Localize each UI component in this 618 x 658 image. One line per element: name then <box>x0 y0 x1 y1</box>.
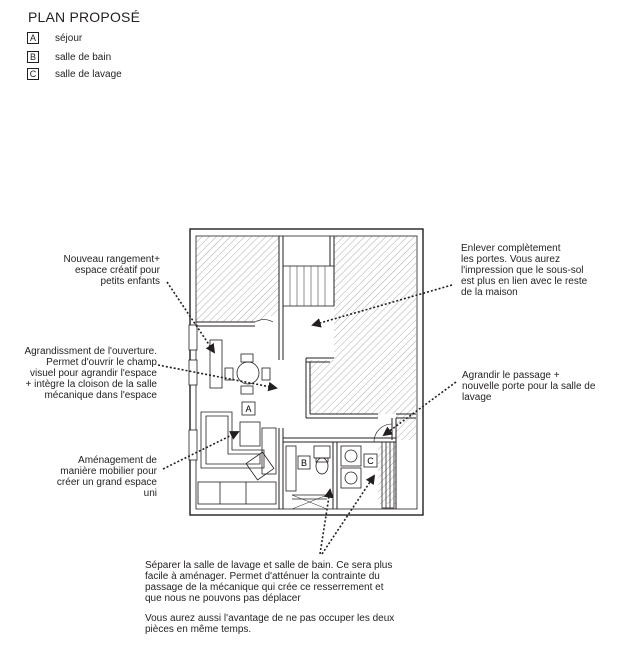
note-line: manière mobilier pour <box>60 466 157 477</box>
arrow-separate-bath <box>320 490 330 554</box>
note-storage <box>64 254 160 287</box>
note-line: visuel pour agrandir l'espace <box>30 368 157 379</box>
legend-key-b: B <box>27 51 39 63</box>
note-line: passage de la mécanique qui crée ce resserrement et <box>145 582 384 593</box>
note-line: + intègre la cloison de la salle <box>25 379 157 390</box>
note-line: petits enfants <box>100 276 160 287</box>
note-line: Agrandissment de l'ouverture. <box>24 346 157 357</box>
note-line: Vous aurez aussi l'avantage de ne pas occuper les deux <box>145 613 395 624</box>
note-furniture <box>57 455 157 499</box>
legend-key-a: A <box>27 32 39 44</box>
note-line: facile à aménager. Permet d'atténuer la contrainte du <box>145 571 380 582</box>
note-line: lavage <box>462 392 492 403</box>
legend-label-a: séjour <box>55 32 83 44</box>
living-room-furniture <box>198 340 276 504</box>
note-separate <box>145 560 392 604</box>
legend-label-b: salle de bain <box>55 51 112 63</box>
room-label-a: A <box>245 404 252 414</box>
note-line: Enlever complètement <box>461 243 561 254</box>
note-passage <box>462 370 595 403</box>
note-line: de la maison <box>461 287 518 298</box>
note-line: uni <box>143 488 157 499</box>
note-line: Séparer la salle de lavage et salle de bain. Ce sera plus <box>145 560 393 571</box>
bathroom-fixtures <box>286 446 330 509</box>
page-title: PLAN PROPOSÉ <box>28 9 141 25</box>
room-label-b: B <box>300 458 308 468</box>
room-label-c: C <box>367 456 374 466</box>
legend-label-c: salle de lavage <box>55 68 122 80</box>
note-line: est plus en lien avec le reste <box>461 276 588 287</box>
note-line: mécanique dans l'espace <box>44 390 157 401</box>
note-advantage <box>145 613 394 635</box>
note-line: créer un grand espace <box>56 477 157 488</box>
note-line: Permet d'ouvrir le champ <box>46 357 157 368</box>
note-line: espace créatif pour <box>74 265 160 276</box>
note-doors <box>461 243 587 298</box>
note-line: les portes. Vous aurez <box>461 254 560 265</box>
note-opening <box>24 346 157 401</box>
note-line: Aménagement de <box>78 455 157 466</box>
note-line: Nouveau rangement+ <box>63 254 160 265</box>
note-line: que nous ne pouvons pas déplacer <box>145 593 301 604</box>
legend-key-c: C <box>27 68 39 80</box>
note-line: Agrandir le passage + <box>462 370 560 381</box>
note-line: l'impression que le sous-sol <box>461 265 584 276</box>
note-line: nouvelle porte pour la salle de <box>462 381 596 392</box>
arrow-furniture <box>163 432 238 469</box>
note-line: pièces en même temps. <box>145 624 252 635</box>
